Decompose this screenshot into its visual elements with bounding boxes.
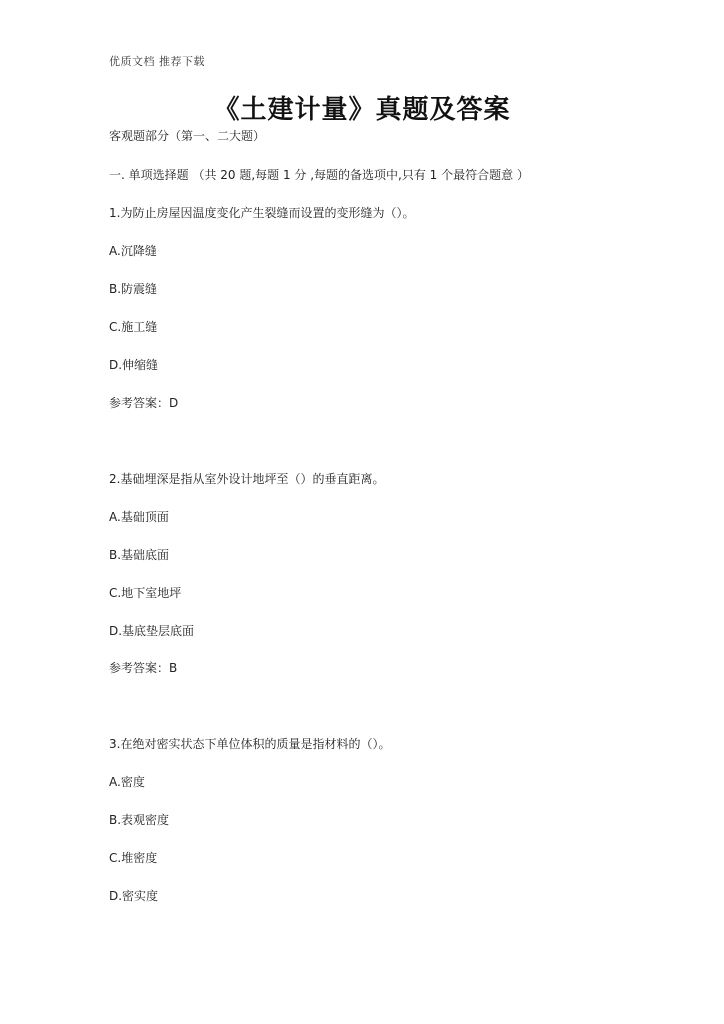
question-2-option-b: B.基础底面	[109, 548, 170, 562]
question-1-option-a: A.沉降缝	[109, 244, 157, 258]
document-title: 《土建计量》真题及答案	[213, 95, 511, 125]
question-1-option-c: C.施工缝	[109, 320, 158, 334]
header-note: 优质文档 推荐下载	[109, 55, 205, 68]
question-2-option-d: D.基底垫层底面	[109, 624, 195, 638]
question-2-option-a: A.基础顶面	[109, 510, 169, 524]
subtitle: 客观题部分（第一、二大题）	[109, 129, 266, 143]
question-1-option-b: B.防震缝	[109, 282, 158, 296]
question-3-stem: 3.在绝对密实状态下单位体积的质量是指材料的（）。	[109, 737, 391, 751]
question-2-option-c: C.地下室地坪	[109, 586, 182, 600]
question-1-answer: 参考答案：D	[109, 396, 179, 410]
question-2-answer: 参考答案：B	[109, 661, 178, 675]
question-3-option-c: C.堆密度	[109, 851, 158, 865]
question-3-option-b: B.表观密度	[109, 813, 170, 827]
question-1-option-d: D.伸缩缝	[109, 358, 159, 372]
question-3-option-d: D.密实度	[109, 889, 159, 903]
section-heading: 一. 单项选择题 （共 20 题,每题 1 分 ,每题的备选项中,只有 1 个最符合题意 ）	[109, 168, 529, 182]
question-3-option-a: A.密度	[109, 775, 145, 789]
question-1-stem: 1.为防止房屋因温度变化产生裂缝而设置的变形缝为（）。	[109, 206, 415, 220]
question-2-stem: 2.基础埋深是指从室外设计地坪至（）的垂直距离。	[109, 472, 385, 486]
